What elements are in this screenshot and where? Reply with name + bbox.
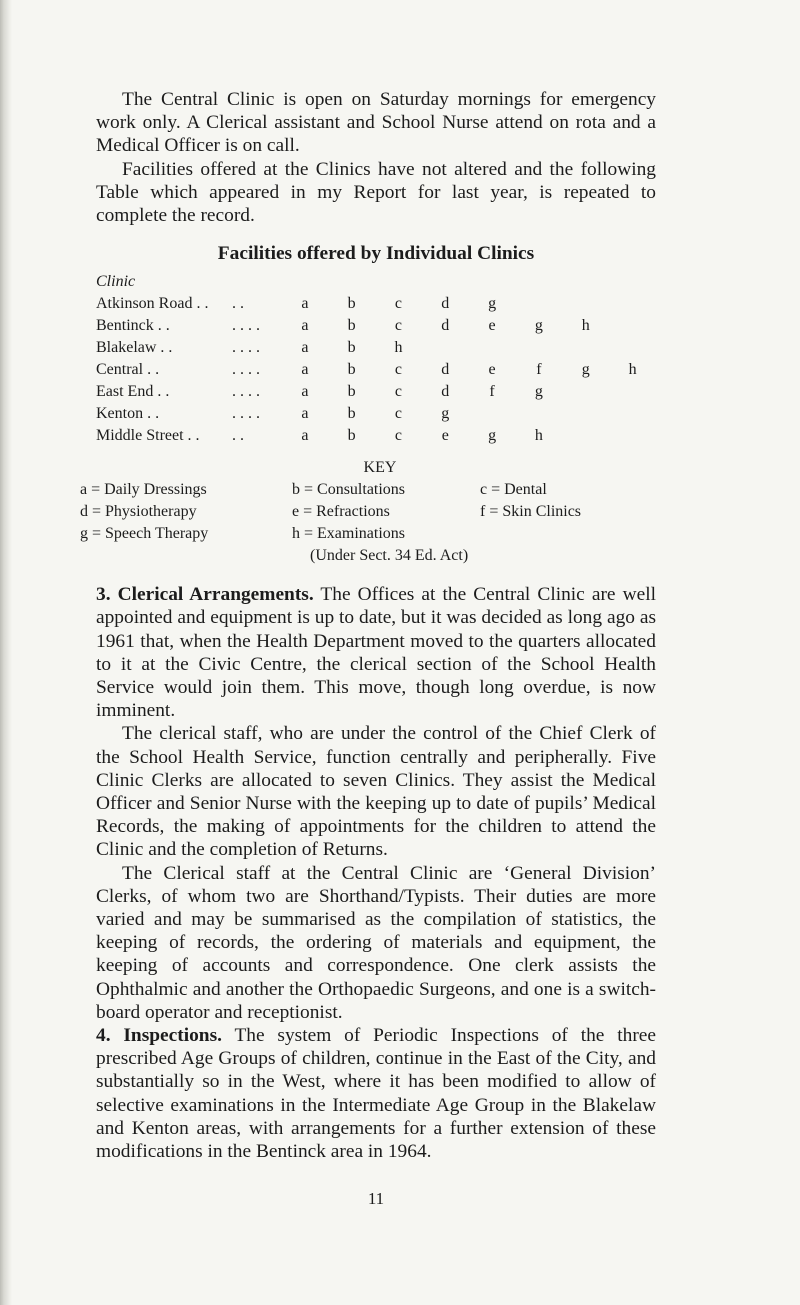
table-row <box>96 425 656 447</box>
key-e: e = Refractions <box>292 503 390 521</box>
facility-code: c <box>394 295 403 313</box>
facility-code: a <box>301 405 309 423</box>
facility-code: f <box>536 361 542 379</box>
facility-code: g <box>534 383 543 401</box>
facility-code: a <box>301 383 309 401</box>
facility-code <box>609 403 656 425</box>
key-b: b = Consultations <box>292 481 406 499</box>
facility-code <box>562 403 609 425</box>
facility-code: a <box>301 427 309 445</box>
facility-code: c <box>394 427 403 445</box>
table-row <box>96 337 656 359</box>
facility-code <box>562 425 609 447</box>
facility-code: c <box>394 405 403 423</box>
section-4-label: 4. Inspections. <box>96 1025 222 1047</box>
facility-code: c <box>394 317 403 335</box>
clinic-column-header: Clinic <box>96 273 136 291</box>
key-h: h = Examinations <box>292 525 406 543</box>
facility-code: a <box>301 295 309 313</box>
page-number: 11 <box>367 1189 385 1209</box>
facility-code <box>516 293 563 315</box>
table-title: Facilities offered by Individual Clinics <box>217 243 535 265</box>
facility-code: b <box>347 427 356 445</box>
facility-code <box>516 403 563 425</box>
intro-paragraph-2: Facilities offered at the Clinics have not altered and the following Table which appeared in my Report for last year, is repeated to complete the record. <box>96 158 656 227</box>
clinic-name: Bentinck . . <box>96 317 170 335</box>
key-title: KEY <box>363 459 397 477</box>
facility-code: h <box>534 427 543 445</box>
key-g: g = Speech Therapy <box>80 525 209 543</box>
facility-code: h <box>581 317 590 335</box>
clinic-name: Central . . <box>96 361 160 379</box>
section-3-label: 3. Clerical Arrangements. <box>96 584 314 606</box>
leader-dots: . . . . <box>232 405 261 423</box>
key-legend <box>80 479 656 571</box>
leader-dots: . . . . <box>232 339 261 357</box>
facility-code: g <box>534 317 543 335</box>
table-row <box>96 359 656 381</box>
intro-paragraph-1: The Central Clinic is open on Saturday mornings for emergency work only. A Clerical assistant and School Nurse attend on rota and a Medical Officer is on call. <box>96 89 656 157</box>
leader-dots: . . . . <box>232 383 261 401</box>
key-d: d = Physiotherapy <box>80 503 197 521</box>
facility-code: d <box>441 383 450 401</box>
leader-dots: . . . . <box>232 317 261 335</box>
leader-dots: . . <box>232 295 245 313</box>
facility-code <box>609 381 656 403</box>
table-row <box>96 381 656 403</box>
facility-code: a <box>301 361 309 379</box>
clinic-name: Atkinson Road . . <box>96 295 209 313</box>
facility-code: b <box>347 339 356 357</box>
clinic-name: Kenton . . <box>96 405 160 423</box>
facility-code: c <box>394 361 403 379</box>
page-binding-edge <box>0 0 12 1305</box>
facility-code: d <box>441 295 450 313</box>
facility-code: b <box>347 317 356 335</box>
facility-code: g <box>488 427 497 445</box>
document-page <box>80 88 656 1209</box>
facility-code <box>562 293 609 315</box>
facility-code <box>609 425 656 447</box>
clinic-name: Blakelaw . . <box>96 339 173 357</box>
leader-dots: . . . . <box>232 361 261 379</box>
facility-code: e <box>488 317 496 335</box>
clinic-name: East End . . <box>96 383 170 401</box>
key-h-note: (Under Sect. 34 Ed. Act) <box>310 547 469 565</box>
facility-code: g <box>441 405 450 423</box>
facility-code: a <box>301 317 309 335</box>
facility-code: h <box>628 361 637 379</box>
leader-dots: . . <box>232 427 245 445</box>
clinic-name: Middle Street . . <box>96 427 200 445</box>
facility-code: g <box>581 361 590 379</box>
facility-code: b <box>347 383 356 401</box>
table-row <box>96 403 656 425</box>
facility-code <box>469 403 516 425</box>
facility-code: e <box>441 427 449 445</box>
key-f: f = Skin Clinics <box>480 503 582 521</box>
facility-code <box>562 381 609 403</box>
facility-code <box>609 293 656 315</box>
facility-code <box>422 337 469 359</box>
facility-code: d <box>441 317 450 335</box>
section-4-paragraph-1 <box>96 1024 656 1163</box>
facility-code <box>609 315 656 337</box>
facility-code: g <box>488 295 497 313</box>
section-3-paragraph-3: The Clerical staff at the Central Clinic are ‘General Division’ Clerks, of whom two are Shorthand/Typists. Their duties are more varied and may be summarised as the compilation of statistics, the keeping of records, the ordering of materials and equipment, the keeping of accounts and correspondence. One clerk assists the Ophthalmic and another the Orthopaedic Surgeons, and one is a switch-board operator and receptionist. <box>96 862 656 1023</box>
table-row <box>96 315 656 337</box>
facility-code: b <box>347 361 356 379</box>
facility-code: c <box>394 383 403 401</box>
facility-code <box>562 337 609 359</box>
facility-code: a <box>301 339 309 357</box>
facilities-table <box>96 293 656 447</box>
facility-code <box>516 337 563 359</box>
section-3-text: The Offices at the Central Clinic are well appointed and equipment is up to date, but it was decided as long ago as 1961 that, when the Health Department moved to the quarters allocated to it at the Civic Centre, the clerical section of the School Health Service would join them. This move, though long overdue, is now imminent. <box>96 584 656 722</box>
facility-code: b <box>347 295 356 313</box>
facility-code: e <box>488 361 496 379</box>
facility-code: h <box>394 339 403 357</box>
section-3-paragraph-2: The clerical staff, who are under the control of the Chief Clerk of the School Health Service, function centrally and peripherally. Five Clinic Clerks are allocated to seven Clinics. They assist the Medical Officer and Senior Nurse with the keeping up to date of pupils’ Medical Records, the making of appointments for the children to attend the Clinic and the completion of Returns. <box>96 723 656 861</box>
section-4-text: The system of Periodic Inspections of the three prescribed Age Groups of children, continue in the East of the City, and substantially so in the West, where it has been modified to allow of selective examinations in the Intermediate Age Group in the Blakelaw and Kenton areas, with arrangements for a further extension of these modifications in the Bentinck area in 1964. <box>96 1025 656 1163</box>
key-a: a = Daily Dressings <box>80 481 207 499</box>
facility-code: d <box>441 361 450 379</box>
key-c: c = Dental <box>480 481 547 499</box>
facility-code: f <box>489 383 495 401</box>
table-row <box>96 293 656 315</box>
facility-code <box>609 337 656 359</box>
section-3-paragraph-1 <box>96 583 656 722</box>
facility-code <box>469 337 516 359</box>
facility-code: b <box>347 405 356 423</box>
